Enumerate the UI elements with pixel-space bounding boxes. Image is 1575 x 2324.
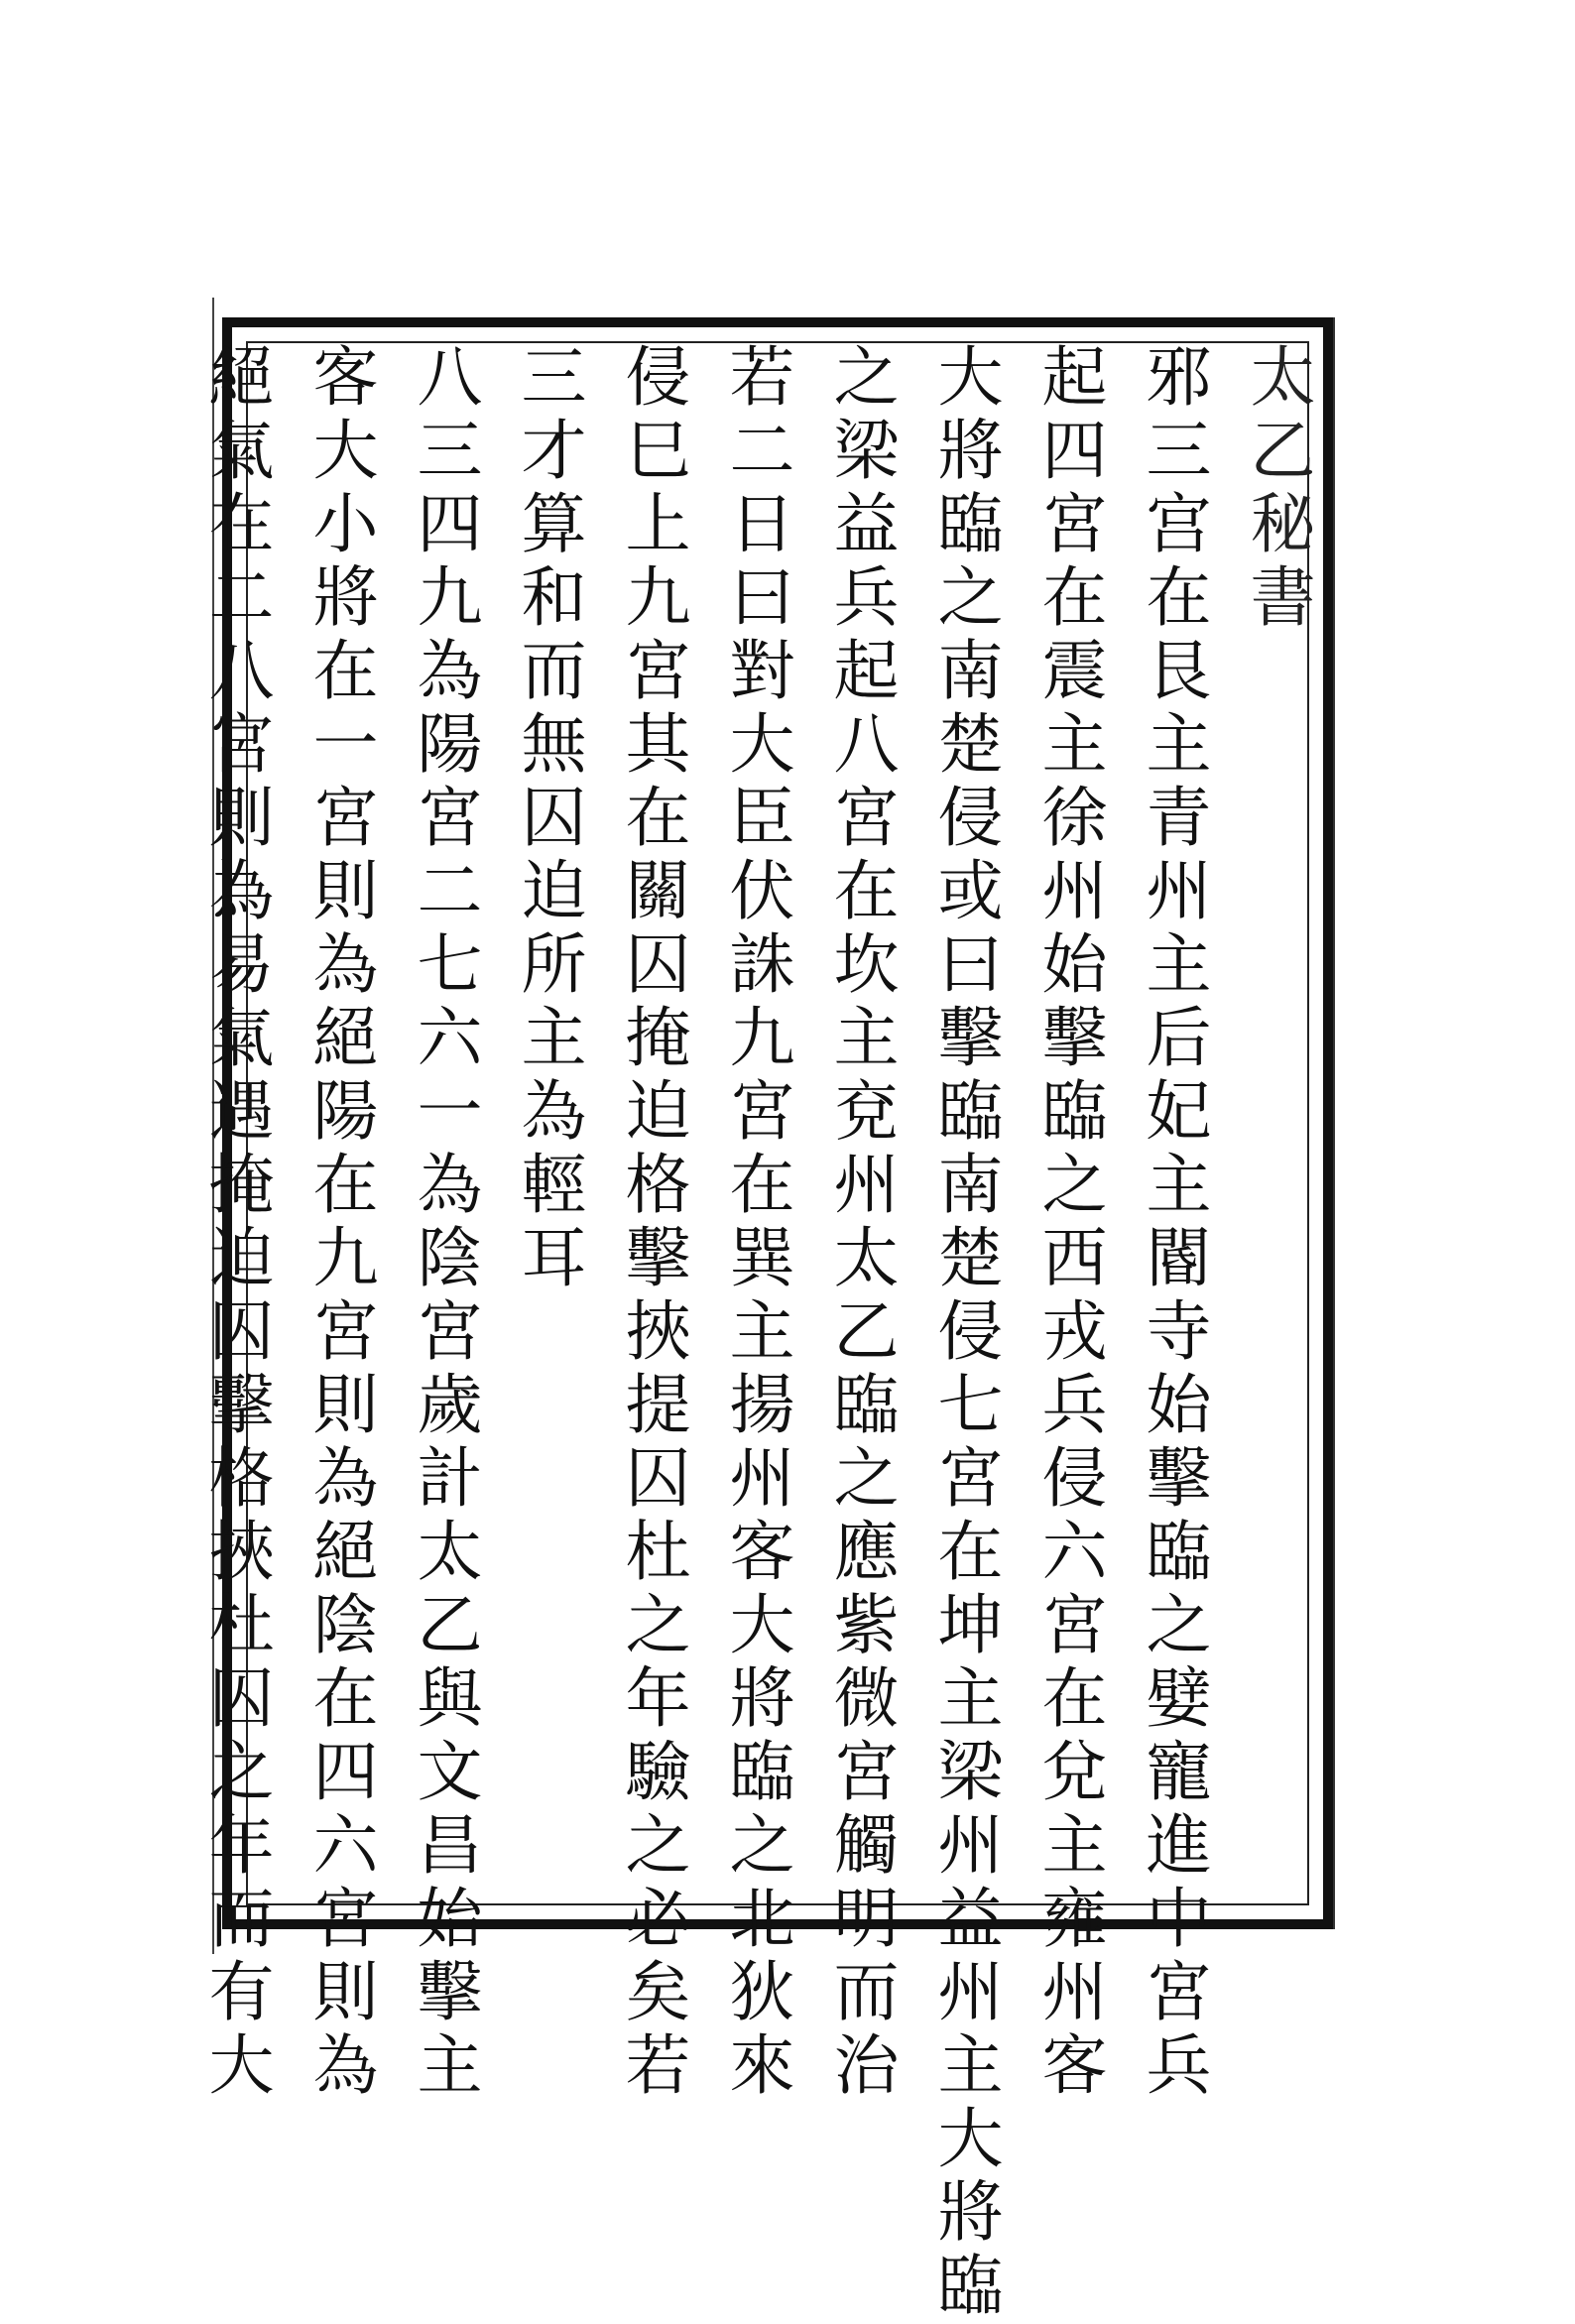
text-column-5: 若二日曰對大臣伏誅九宮在巽主揚州客大將臨之北狄來 bbox=[718, 342, 794, 2104]
running-head: 太乙秘書 bbox=[1239, 342, 1315, 636]
text-column-8: 八三四九為陽宮二七六一為陰宮歲計太乙與文昌始擊主 bbox=[406, 342, 482, 2104]
text-column-3: 大將臨之南楚侵或曰擊臨南楚侵七宮在坤主梁州益州主大將臨 bbox=[926, 342, 1003, 2324]
gutter-edge bbox=[1333, 317, 1349, 1929]
text-column-4: 之梁益兵起八宮在坎主兗州太乙臨之應紫微宮觸明而治 bbox=[822, 342, 899, 2104]
text-column-9: 客大小將在一宮則為絕陽在九宮則為絕陰在四六宮則為 bbox=[302, 342, 378, 2104]
text-column-7: 三才算和而無囚迫所主為輕耳 bbox=[510, 342, 586, 1296]
vertical-text-block bbox=[197, 342, 1329, 2324]
text-column-2: 起四宮在震主徐州始擊臨之西戎兵侵六宮在兌主雍州客 bbox=[1030, 342, 1107, 2104]
text-column-6: 侵巳上九宮其在關囚掩迫格擊挾提囚杜之年驗之必矣若 bbox=[614, 342, 690, 2104]
text-column-1: 邪三宫在艮主青州主后妃主閽寺始擊臨之嬖寵進中宮兵 bbox=[1135, 342, 1211, 2104]
text-column-10: 絕氣在二八宮則為易氣遇掩迫囚擊格挾杜囚之年而有大 bbox=[197, 342, 274, 2104]
